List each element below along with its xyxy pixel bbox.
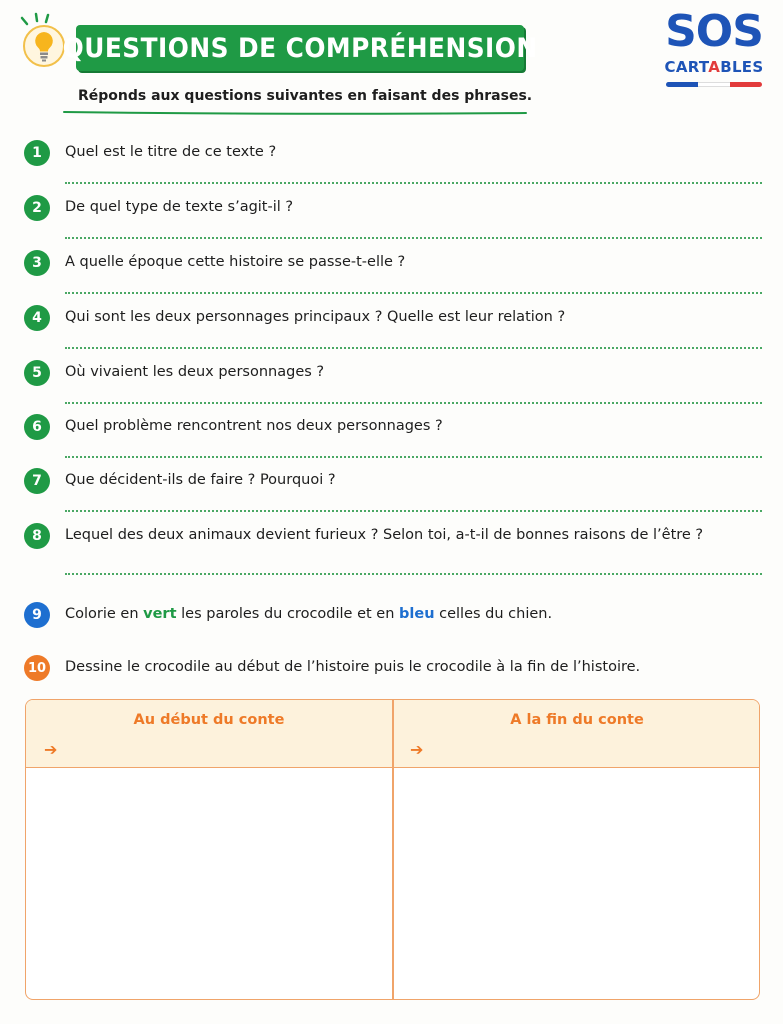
answer-line[interactable]	[65, 182, 762, 184]
drawing-area-debut[interactable]	[26, 768, 392, 1000]
drawing-table	[25, 699, 760, 1000]
question-text: Colorie en vert les paroles du crocodile et en bleu celles du chien.	[65, 606, 553, 622]
arrow-icon: ➔	[410, 740, 424, 759]
question-number-badge: 3	[24, 250, 50, 276]
subtitle-underline	[62, 110, 528, 116]
page-title: QUESTIONS DE COMPRÉHENSION	[62, 32, 538, 64]
answer-line[interactable]	[65, 347, 762, 349]
question-text: Dessine le crocodile au début de l’histoire puis le crocodile à la fin de l’histoire.	[65, 659, 641, 675]
logo-cartables-text: CARTABLES	[664, 58, 764, 76]
question-number-badge: 1	[24, 140, 50, 166]
answer-line[interactable]	[65, 292, 762, 294]
arrow-icon: ➔	[44, 740, 58, 759]
word-bleu: bleu	[399, 606, 435, 622]
question-number-badge: 7	[24, 468, 50, 494]
word-vert: vert	[143, 606, 177, 622]
sos-cartables-logo	[660, 6, 768, 92]
question-text: A quelle époque cette histoire se passe-t-elle ?	[65, 254, 406, 270]
question-text: Qui sont les deux personnages principaux ? Quelle est leur relation ?	[65, 309, 566, 325]
column-title-debut: Au début du conte	[133, 712, 285, 728]
logo-flag	[666, 82, 762, 87]
logo-sos-text: SOS	[665, 6, 763, 57]
question-text: Que décident-ils de faire ? Pourquoi ?	[65, 472, 336, 488]
answer-line[interactable]	[65, 573, 762, 575]
answer-line[interactable]	[65, 510, 762, 512]
question-text: Lequel des deux animaux devient furieux ? Selon toi, a-t-il de bonnes raisons de l’être ?	[65, 527, 704, 543]
answer-line[interactable]	[65, 456, 762, 458]
question-number-badge: 6	[24, 414, 50, 440]
question-text: Quel est le titre de ce texte ?	[65, 144, 277, 160]
question-number-badge: 8	[24, 523, 50, 549]
question-number-badge: 4	[24, 305, 50, 331]
question-number-badge: 10	[24, 655, 50, 681]
question-number-badge: 5	[24, 360, 50, 386]
drawing-area-fin[interactable]	[394, 768, 760, 1000]
question-number-badge: 9	[24, 602, 50, 628]
question-text: Où vivaient les deux personnages ?	[65, 364, 325, 380]
question-text: De quel type de texte s’agit-il ?	[65, 199, 294, 215]
answer-line[interactable]	[65, 237, 762, 239]
answer-line[interactable]	[65, 402, 762, 404]
question-number-badge: 2	[24, 195, 50, 221]
instructions-text: Réponds aux questions suivantes en faisant des phrases.	[78, 88, 533, 104]
question-text: Quel problème rencontrent nos deux personnages ?	[65, 418, 443, 434]
column-title-fin: A la fin du conte	[510, 712, 644, 728]
title-banner	[62, 25, 538, 71]
